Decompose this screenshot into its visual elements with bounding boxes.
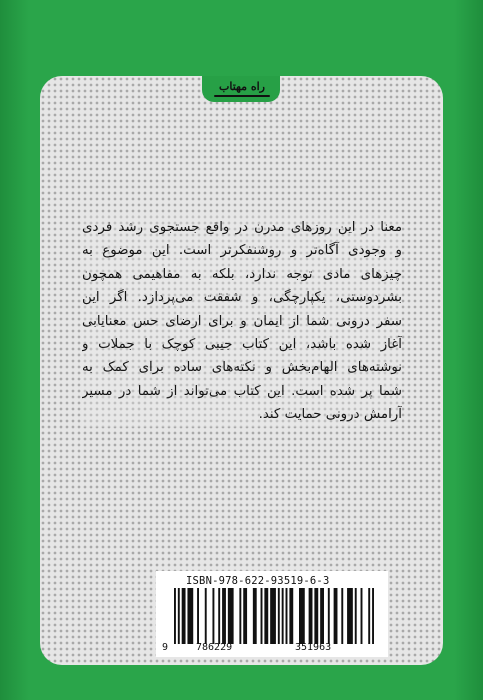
description-line: آرامش درونی حمایت کند.: [258, 407, 402, 423]
description-line: آغاز شده باشد، این کتاب جیبی کوچک با جملات و: [82, 337, 402, 353]
barcode-bar: [178, 588, 180, 644]
description-line: معنا در این روزهای مدرن در واقع جستجوی رشد فردی: [82, 220, 402, 235]
barcode: [174, 588, 374, 644]
barcode-bar: [239, 588, 241, 644]
logo-underline: [214, 95, 270, 97]
barcode-bar: [368, 588, 370, 644]
barcode-bar: [372, 588, 374, 644]
description-line: نوشته‌های الهام‌بخش و نکته‌های ساده برای کمک به: [82, 360, 402, 376]
barcode-bar: [243, 588, 247, 644]
barcode-digits-right: 351963: [295, 642, 332, 653]
barcode-bar: [328, 588, 330, 644]
barcode-bar: [212, 588, 214, 644]
barcode-digit-first: 9: [162, 642, 169, 653]
description-line: سفر درونی شما از ایمان و برای ارضای حس معنایابی: [82, 313, 402, 329]
barcode-bar: [282, 588, 284, 644]
barcode-bar: [228, 588, 234, 644]
barcode-bar: [278, 588, 280, 644]
description-line: چیزهای مادی توجه ندارد، بلکه به مفاهیمی همچون: [82, 266, 402, 282]
barcode-bar: [289, 588, 293, 644]
barcode-bar: [197, 588, 199, 644]
barcode-bar: [347, 588, 353, 644]
barcode-bar: [355, 588, 357, 644]
barcode-bar: [334, 588, 338, 644]
description-line: شما پر شده است. این کتاب می‌تواند از شما در مسیر: [82, 383, 402, 399]
isbn-number: ISBN-978-622-93519-6-3: [186, 575, 330, 587]
barcode-bar: [182, 588, 186, 644]
barcode-bar: [218, 588, 220, 644]
barcode-bar: [341, 588, 343, 644]
barcode-bar: [314, 588, 318, 644]
barcode-bar: [253, 588, 257, 644]
publisher-logo: راه مهتاب: [219, 80, 265, 93]
description-line: بشردوستی، یکپارچگی، و شفقت می‌پردازد. اگر این: [82, 290, 402, 306]
barcode-bar: [174, 588, 176, 644]
barcode-bar: [264, 588, 268, 644]
barcode-bar: [187, 588, 193, 644]
book-description: [82, 216, 402, 427]
barcode-bar: [361, 588, 363, 644]
barcode-bar: [270, 588, 276, 644]
barcode-bar: [286, 588, 288, 644]
barcode-bar: [309, 588, 313, 644]
barcode-digits-left: 786229: [196, 642, 233, 653]
barcode-bar: [205, 588, 207, 644]
barcode-bar: [261, 588, 263, 644]
barcode-bar: [320, 588, 324, 644]
barcode-bar: [299, 588, 305, 644]
barcode-bar: [222, 588, 226, 644]
description-line: و وجودی آگاه‌تر و روشنفکرتر است. این موضوع به: [82, 243, 402, 259]
